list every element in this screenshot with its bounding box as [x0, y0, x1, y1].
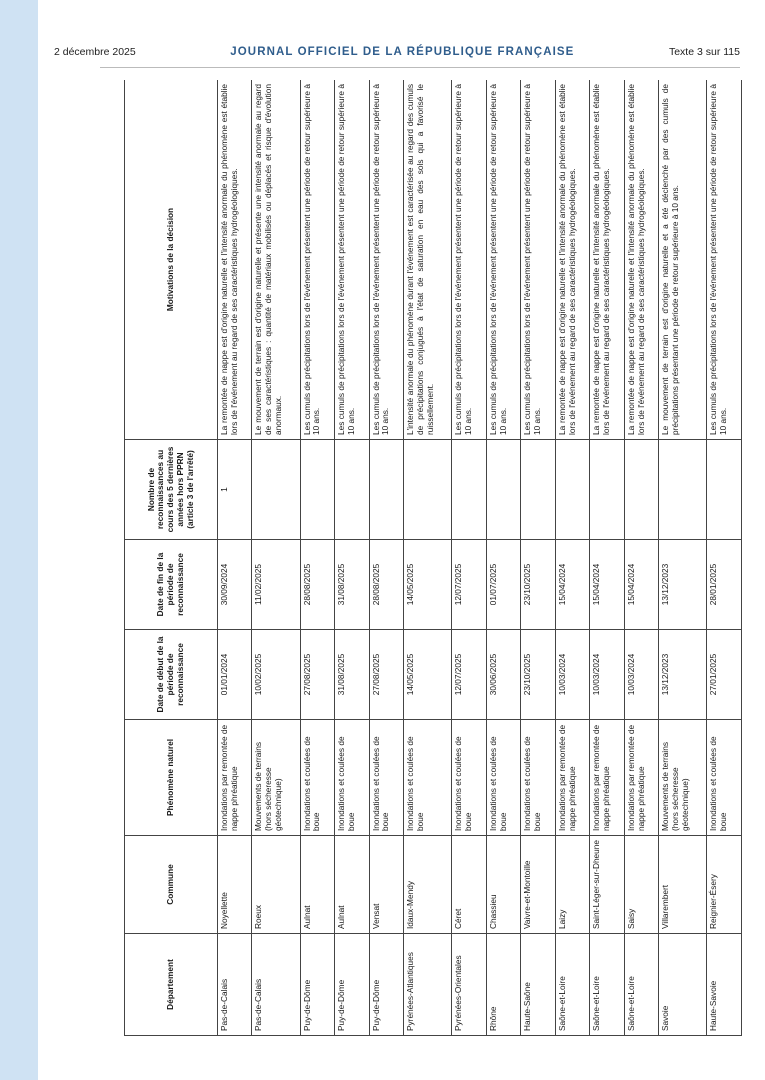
cell-motivations: Les cumuls de précipitations lors de l'événement présentent une période de retour supérieure à 10 ans.: [452, 80, 486, 440]
cell-motivations: Les cumuls de précipitations lors de l'événement présentent une période de retour supérieure à 10 ans.: [335, 80, 369, 440]
cell-date-fin: 15/04/2024: [590, 540, 624, 630]
cell-commune: Roeux: [252, 836, 300, 934]
cell-phenomene: Inondations et coulées de boue: [486, 720, 520, 836]
cell-nombre: 1: [218, 440, 252, 540]
table-row: [300, 80, 334, 1036]
cell-commune: Saisy: [624, 836, 658, 934]
cell-nombre: [452, 440, 486, 540]
cell-date-fin: 15/04/2024: [555, 540, 589, 630]
cell-departement: Puy-de-Dôme: [335, 934, 369, 1036]
table-row: [521, 80, 555, 1036]
cell-date-debut: 27/08/2025: [369, 630, 403, 720]
cell-date-debut: 31/08/2025: [335, 630, 369, 720]
table-header-row: [125, 80, 218, 1036]
table-row: [659, 80, 707, 1036]
cell-phenomene: Inondations et coulées de boue: [707, 720, 742, 836]
header-rule: [100, 67, 740, 68]
cell-departement: Saône-et-Loire: [555, 934, 589, 1036]
cell-nombre: [300, 440, 334, 540]
cell-date-debut: 12/07/2025: [452, 630, 486, 720]
cell-nombre: [486, 440, 520, 540]
cell-phenomene: Inondations par remontée de nappe phréatique: [624, 720, 658, 836]
cell-nombre: [521, 440, 555, 540]
cell-motivations: Les cumuls de précipitations lors de l'événement présentent une période de retour supérieure à 10 ans.: [300, 80, 334, 440]
cell-date-fin: 11/02/2025: [252, 540, 300, 630]
cell-departement: Puy-de-Dôme: [369, 934, 403, 1036]
cell-nombre: [252, 440, 300, 540]
cell-date-debut: 13/12/2023: [659, 630, 707, 720]
cell-motivations: Le mouvement de terrain est d'origine naturelle et a été déclenché par des cumuls de précipitations présentant une période de retour supérieure à 10 ans.: [659, 80, 707, 440]
cell-commune: Aulnat: [300, 836, 334, 934]
cell-commune: Chassieu: [486, 836, 520, 934]
table-row: [624, 80, 658, 1036]
cell-motivations: Les cumuls de précipitations lors de l'événement présentent une période de retour supérieure à 10 ans.: [369, 80, 403, 440]
cell-departement: Pas-de-Calais: [218, 934, 252, 1036]
cell-nombre: [335, 440, 369, 540]
cell-commune: Céret: [452, 836, 486, 934]
cell-date-fin: 15/04/2024: [624, 540, 658, 630]
cell-date-fin: 01/07/2025: [486, 540, 520, 630]
cell-departement: Haute-Savoie: [707, 934, 742, 1036]
cell-phenomene: Inondations et coulées de boue: [369, 720, 403, 836]
column-header-date-fin: Date de fin de la période de reconnaissance: [125, 540, 218, 630]
cell-motivations: La remontée de nappe est d'origine naturelle et l'intensité anormale du phénomène est établie lors de l'événement au regard de ses caractéristiques hydrogéologiques.: [218, 80, 252, 440]
cell-phenomene: Inondations et coulées de boue: [300, 720, 334, 836]
cell-departement: Rhône: [486, 934, 520, 1036]
cell-motivations: Les cumuls de précipitations lors de l'événement présentent une période de retour supérieure à 10 ans.: [521, 80, 555, 440]
cell-motivations: Les cumuls de précipitations lors de l'événement présentent une période de retour supérieure à 10 ans.: [707, 80, 742, 440]
cell-date-fin: 14/05/2025: [404, 540, 452, 630]
cell-date-debut: 10/03/2024: [555, 630, 589, 720]
cell-departement: Savoie: [659, 934, 707, 1036]
cell-commune: Idaux-Mendy: [404, 836, 452, 934]
cell-date-debut: 23/10/2025: [521, 630, 555, 720]
cell-motivations: L'intensité anormale du phénomène durant l'événement est caractérisée au regard des cumuls de précipitations conjugués à l'état de saturation en eau des sols qui a favorisé le ruissellement.: [404, 80, 452, 440]
cell-nombre: [659, 440, 707, 540]
cell-phenomene: Inondations et coulées de boue: [335, 720, 369, 836]
cell-date-fin: 31/08/2025: [335, 540, 369, 630]
column-header-departement: Département: [125, 934, 218, 1036]
table-row: [335, 80, 369, 1036]
cell-nombre: [624, 440, 658, 540]
header-journal-title: JOURNAL OFFICIEL DE LA RÉPUBLIQUE FRANÇAISE: [230, 46, 575, 58]
cell-date-fin: 12/07/2025: [452, 540, 486, 630]
column-header-motivations: Motivations de la décision: [125, 80, 218, 440]
column-header-commune: Commune: [125, 836, 218, 934]
cell-motivations: La remontée de nappe est d'origine naturelle et l'intensité anormale du phénomène est établie lors de l'événement au regard de ses caractéristiques hydrogéologiques.: [624, 80, 658, 440]
cell-departement: Pyrénées-Orientales: [452, 934, 486, 1036]
cell-departement: Pyrénées-Atlantiques: [404, 934, 452, 1036]
page-margin-band: [0, 0, 38, 1080]
table-row: [707, 80, 742, 1036]
cell-nombre: [707, 440, 742, 540]
cell-date-fin: 13/12/2023: [659, 540, 707, 630]
cell-commune: Vensat: [369, 836, 403, 934]
cell-commune: Villarembert: [659, 836, 707, 934]
table-row: [252, 80, 300, 1036]
table-body: [218, 80, 742, 1036]
recognition-table: [124, 80, 742, 1036]
cell-motivations: La remontée de nappe est d'origine naturelle et l'intensité anormale du phénomène est établie lors de l'événement au regard de ses caractéristiques hydrogéologiques.: [555, 80, 589, 440]
table-row: [452, 80, 486, 1036]
cell-nombre: [404, 440, 452, 540]
rotated-table-container: [124, 80, 742, 1036]
cell-commune: Saint-Léger-sur-Dheune: [590, 836, 624, 934]
column-header-nombre: Nombre de reconnaissances au cours des 5 dernières années hors PPRN (article 3 de l'arrêté): [125, 440, 218, 540]
cell-date-debut: 27/08/2025: [300, 630, 334, 720]
cell-phenomene: Mouvements de terrains (hors sécheresse géotechnique): [659, 720, 707, 836]
table-row: [218, 80, 252, 1036]
cell-commune: Noyellette: [218, 836, 252, 934]
column-header-phenomene: Phénomène naturel: [125, 720, 218, 836]
rotated-table-area: [124, 80, 742, 1036]
cell-date-debut: 27/01/2025: [707, 630, 742, 720]
cell-departement: Saône-et-Loire: [624, 934, 658, 1036]
header-date: 2 décembre 2025: [54, 46, 136, 58]
cell-commune: Laizy: [555, 836, 589, 934]
table-row: [486, 80, 520, 1036]
cell-date-debut: 10/03/2024: [590, 630, 624, 720]
cell-phenomene: Inondations et coulées de boue: [404, 720, 452, 836]
cell-phenomene: Inondations par remontée de nappe phréatique: [555, 720, 589, 836]
cell-commune: Aulnat: [335, 836, 369, 934]
column-header-date-debut: Date de début de la période de reconnaissance: [125, 630, 218, 720]
cell-motivations: Le mouvement de terrain est d'origine naturelle et présente une intensité anormale au regard de ses caractéristiques : quantité de matériaux mobilisés ou déplacés et risque d'évolution anormaux.: [252, 80, 300, 440]
cell-nombre: [590, 440, 624, 540]
cell-date-debut: 14/05/2025: [404, 630, 452, 720]
table-row: [369, 80, 403, 1036]
cell-date-fin: 30/09/2024: [218, 540, 252, 630]
cell-phenomene: Inondations et coulées de boue: [521, 720, 555, 836]
cell-commune: Reignier-Ésery: [707, 836, 742, 934]
cell-date-debut: 10/02/2025: [252, 630, 300, 720]
cell-date-fin: 23/10/2025: [521, 540, 555, 630]
table-row: [404, 80, 452, 1036]
cell-date-fin: 28/08/2025: [369, 540, 403, 630]
table-row: [555, 80, 589, 1036]
page-header: [54, 42, 740, 62]
cell-departement: Haute-Saône: [521, 934, 555, 1036]
cell-phenomene: Mouvements de terrains (hors sécheresse géotechnique): [252, 720, 300, 836]
cell-phenomene: Inondations et coulées de boue: [452, 720, 486, 836]
cell-nombre: [555, 440, 589, 540]
cell-departement: Puy-de-Dôme: [300, 934, 334, 1036]
cell-commune: Vaivre-et-Montoille: [521, 836, 555, 934]
cell-nombre: [369, 440, 403, 540]
cell-departement: Saône-et-Loire: [590, 934, 624, 1036]
cell-phenomene: Inondations par remontée de nappe phréatique: [218, 720, 252, 836]
cell-departement: Pas-de-Calais: [252, 934, 300, 1036]
cell-date-fin: 28/01/2025: [707, 540, 742, 630]
cell-date-fin: 28/08/2025: [300, 540, 334, 630]
cell-motivations: La remontée de nappe est d'origine naturelle et l'intensité anormale du phénomène est établie lors de l'événement au regard de ses caractéristiques hydrogéologiques.: [590, 80, 624, 440]
page: [38, 0, 765, 1080]
header-page-number: Texte 3 sur 115: [668, 46, 740, 58]
cell-date-debut: 30/06/2025: [486, 630, 520, 720]
cell-date-debut: 10/03/2024: [624, 630, 658, 720]
cell-motivations: Les cumuls de précipitations lors de l'événement présentent une période de retour supérieure à 10 ans.: [486, 80, 520, 440]
table-row: [590, 80, 624, 1036]
cell-phenomene: Inondations par remontée de nappe phréatique: [590, 720, 624, 836]
cell-date-debut: 01/01/2024: [218, 630, 252, 720]
